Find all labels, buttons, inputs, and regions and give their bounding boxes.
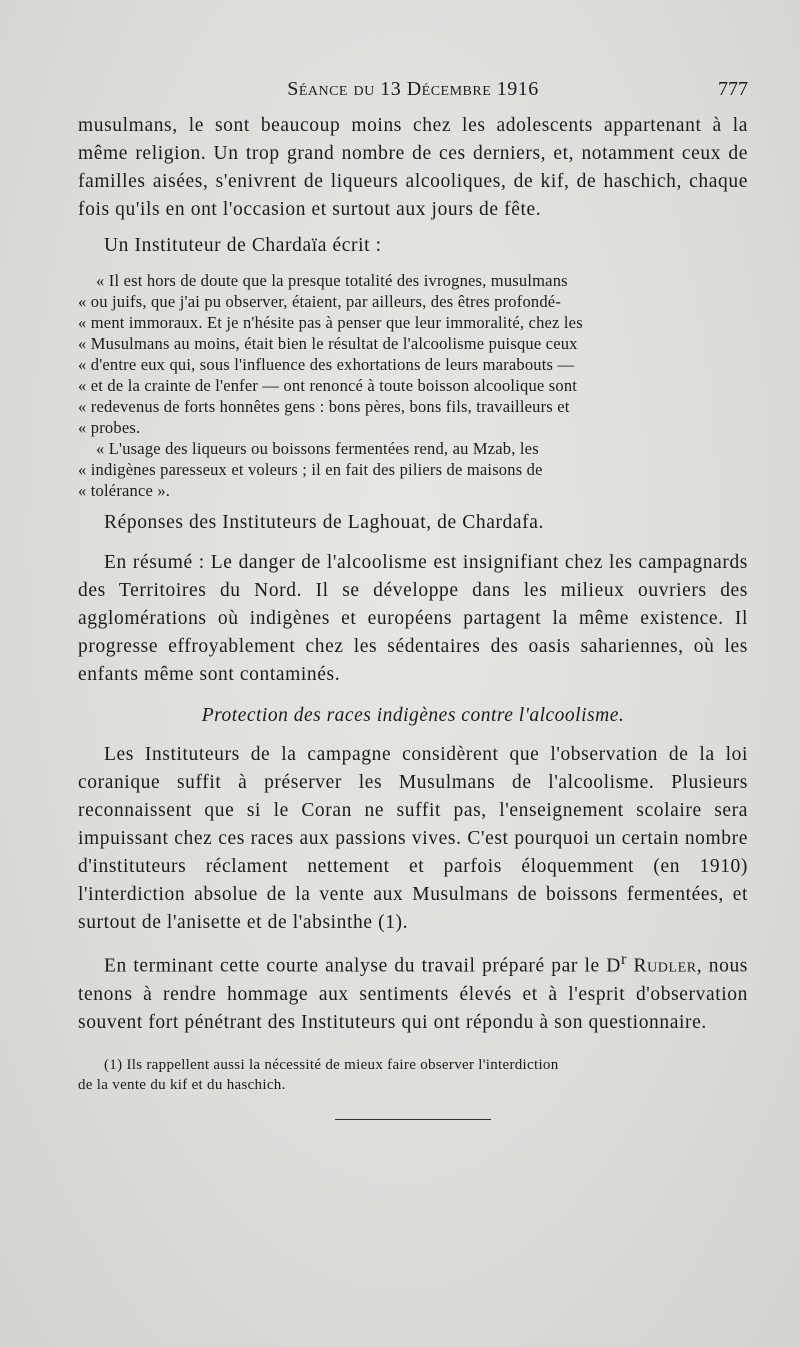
quote-line: « tolérance ». (78, 481, 171, 500)
paragraph-summary: En résumé : Le danger de l'alcoolisme est insignifiant chez les campagnards des Territoires du Nord. Il se développe dans les milieux ouvriers des agglomérations où indigènes et européens partagent la même existence. Il progresse effroyablement chez les sédentaires des oasis sahariennes, où les enfants même sont contaminés. (78, 552, 748, 685)
quote-line: « probes. (78, 418, 141, 437)
running-title: Séance du 13 Décembre 1916 (287, 78, 539, 100)
footnote-line: (1) Ils rappellent aussi la nécessité de mieux faire observer l'interdiction (104, 1056, 559, 1073)
paragraph-protection: Les Instituteurs de la campagne considèrent que l'observation de la loi coranique suffit à préserver les Musulmans de l'alcoolisme. Plusieurs reconnaissent que si le Coran ne suffit pas, l'enseignement scolaire sera impuissant chez ces races aux passions vives. C'est pourquoi un certain nombre d'instituteurs réclament nettement et parfois éloquemment (en 1910) l'interdiction absolue de la vente aux Musulmans de boissons fermentées, et surtout de l'anisette et de l'absinthe (1). (78, 744, 748, 933)
paragraph-conclusion (78, 945, 748, 1037)
section-heading: Protection des races indigènes contre l'alcoolisme. (201, 705, 625, 726)
quote-line: « redevenus de forts honnêtes gens : bons pères, bons fils, travailleurs et (78, 397, 570, 416)
quote-line: « ou juifs, que j'ai pu observer, étaient, par ailleurs, des êtres profondé- (78, 292, 562, 311)
footnote (78, 1055, 748, 1095)
quote-line: « et de la crainte de l'enfer — ont renoncé à toute boisson alcoolique sont (78, 376, 578, 395)
quote-line: « Il est hors de doute que la presque totalité des ivrognes, musulmans (96, 271, 568, 290)
paragraph-quote-intro: Un Instituteur de Chardaïa écrit : (104, 235, 382, 256)
quote-line: « L'usage des liqueurs ou boissons fermentées rend, au Mzab, les (96, 439, 539, 458)
author-name: Rudler (633, 955, 697, 977)
quote-line: « d'entre eux qui, sous l'influence des exhortations de leurs marabouts — (78, 355, 575, 374)
running-head (78, 72, 748, 112)
conclusion-text-start: En terminant cette courte analyse du travail préparé par le D (104, 955, 621, 977)
conclusion-text-end: , nous tenons à rendre hommage aux sentiments élevés et à l'esprit d'observation souvent fort pénétrant des Instituteurs qui ont répondu à son questionnaire. (78, 955, 748, 1033)
paragraph-continuation: musulmans, le sont beaucoup moins chez les adolescents appartenant à la même religion. Un trop grand nombre de ces derniers, et, notamment ceux de familles aisées, s'enivrent de liqueurs alcooliques, de kif, de haschich, chaque fois qu'ils en ont l'occasion et surtout aux jours de fête. (78, 115, 748, 220)
quote-line: « ment immoraux. Et je n'hésite pas à penser que leur immoralité, chez les (78, 313, 583, 332)
paragraph-responses: Réponses des Instituteurs de Laghouat, de Chardafa. (104, 512, 544, 533)
footnote-line: de la vente du kif et du haschich. (78, 1076, 286, 1093)
end-rule (335, 1119, 491, 1120)
quote-line: « Musulmans au moins, était bien le résultat de l'alcoolisme puisque ceux (78, 334, 578, 353)
quotation-block (78, 270, 748, 501)
quote-line: « indigènes paresseux et voleurs ; il en fait des piliers de maisons de (78, 460, 543, 479)
doctor-abbrev-sup: r (620, 950, 627, 968)
page-number: 777 (718, 78, 748, 100)
